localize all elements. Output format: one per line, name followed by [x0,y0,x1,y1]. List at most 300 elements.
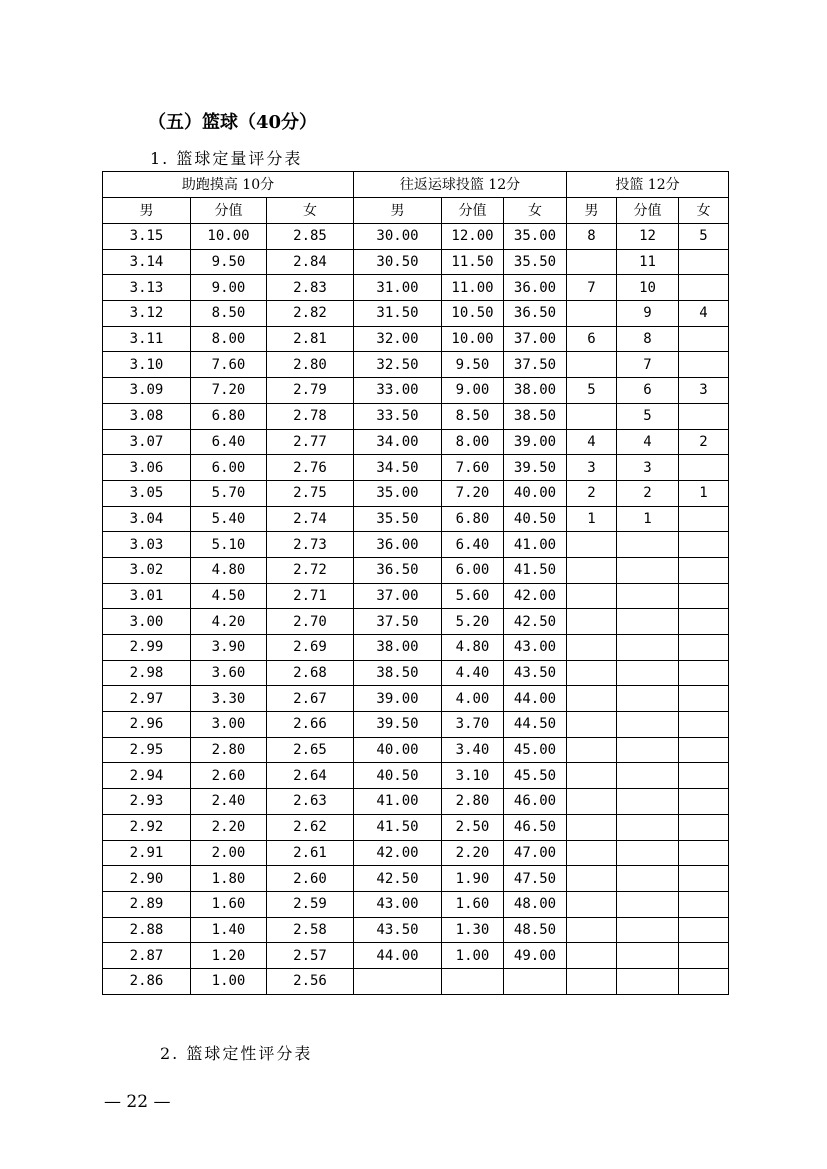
column-header: 女 [504,198,567,224]
table-cell [679,326,729,352]
table-cell: 9.00 [191,275,267,301]
table-cell [617,943,679,969]
table-cell [679,403,729,429]
table-cell: 2.88 [103,917,191,943]
table-row [103,429,729,455]
table-cell: 2.90 [103,866,191,892]
table-cell: 2.20 [442,840,504,866]
table-cell: 34.50 [354,455,442,481]
table-cell: 2.50 [442,814,504,840]
table-cell: 44.00 [504,686,567,712]
table-cell [567,789,617,815]
table-row [103,301,729,327]
table-cell: 6.40 [191,429,267,455]
table-cell: 2.87 [103,943,191,969]
table-cell: 2.91 [103,840,191,866]
table-cell: 3.14 [103,249,191,275]
table-cell: 2.99 [103,635,191,661]
table-cell: 3.08 [103,403,191,429]
column-header: 男 [354,198,442,224]
table-cell [504,968,567,994]
table-cell: 41.00 [504,532,567,558]
table-cell: 8.00 [191,326,267,352]
table-cell: 9.00 [442,378,504,404]
table-cell: 10 [617,275,679,301]
table-cell: 49.00 [504,943,567,969]
table-cell: 31.00 [354,275,442,301]
table-row [103,609,729,635]
table-cell: 3.10 [103,352,191,378]
table-cell: 2.83 [267,275,354,301]
table-cell: 2.73 [267,532,354,558]
table-cell [617,609,679,635]
table-cell: 30.00 [354,224,442,250]
table-row [103,737,729,763]
table-cell: 39.50 [504,455,567,481]
table-cell [617,866,679,892]
table-cell: 37.50 [504,352,567,378]
table-cell: 2.70 [267,609,354,635]
table-cell: 2.75 [267,480,354,506]
table-cell: 3.01 [103,583,191,609]
table-cell: 2.79 [267,378,354,404]
table-cell: 45.00 [504,737,567,763]
table-cell [679,763,729,789]
table-cell: 2.95 [103,737,191,763]
table-cell: 6.80 [442,506,504,532]
table-cell: 37.00 [504,326,567,352]
table-cell [617,891,679,917]
table-cell: 8.50 [191,301,267,327]
table-cell: 7 [567,275,617,301]
table-cell: 30.50 [354,249,442,275]
table-cell: 2.61 [267,840,354,866]
table-cell: 1 [679,480,729,506]
table-cell [567,635,617,661]
table-cell [617,737,679,763]
table-cell [567,840,617,866]
table-cell: 41.50 [504,557,567,583]
column-header: 女 [267,198,354,224]
column-header: 分值 [442,198,504,224]
table-cell: 36.50 [354,557,442,583]
table-cell: 2.85 [267,224,354,250]
table-cell [679,352,729,378]
table-cell: 7.20 [191,378,267,404]
table-cell: 2.89 [103,891,191,917]
table-cell: 5 [617,403,679,429]
table-cell: 3.00 [191,712,267,738]
table-cell: 3.05 [103,480,191,506]
table-row [103,917,729,943]
table-cell: 4 [679,301,729,327]
table-cell [567,583,617,609]
table-row [103,557,729,583]
table-cell: 2.93 [103,789,191,815]
table-cell: 3.02 [103,557,191,583]
table-cell: 41.50 [354,814,442,840]
column-header: 女 [679,198,729,224]
table-cell [679,249,729,275]
table-cell: 8.50 [442,403,504,429]
table-cell [567,249,617,275]
table-cell: 2.71 [267,583,354,609]
table-cell: 11 [617,249,679,275]
table-cell [617,660,679,686]
table-cell: 37.50 [354,609,442,635]
table-cell: 2.64 [267,763,354,789]
table-cell: 2 [567,480,617,506]
table-cell [617,583,679,609]
table-cell: 2.63 [267,789,354,815]
table-cell: 2.80 [442,789,504,815]
table-cell [617,635,679,661]
table-cell: 40.00 [504,480,567,506]
table-cell: 3.10 [442,763,504,789]
table-cell [354,968,442,994]
table-cell: 10.50 [442,301,504,327]
table-cell: 2.65 [267,737,354,763]
table-cell: 1.60 [191,891,267,917]
table-cell [679,737,729,763]
table-cell [679,840,729,866]
table-cell: 36.50 [504,301,567,327]
table-cell: 37.00 [354,583,442,609]
table-row [103,583,729,609]
table-cell: 3 [617,455,679,481]
table-cell: 43.50 [354,917,442,943]
table-cell: 32.00 [354,326,442,352]
table-cell [617,968,679,994]
table-cell [679,635,729,661]
table-cell: 44.00 [354,943,442,969]
table-cell [617,917,679,943]
group-header-row [103,172,729,198]
table-cell: 42.00 [504,583,567,609]
table-cell: 1.60 [442,891,504,917]
table-cell: 9 [617,301,679,327]
table-cell: 1.30 [442,917,504,943]
table-row [103,891,729,917]
table-cell: 33.50 [354,403,442,429]
table-cell: 9.50 [191,249,267,275]
table-row [103,532,729,558]
table-cell: 6 [617,378,679,404]
table-cell [679,712,729,738]
table-cell: 2.66 [267,712,354,738]
table-cell: 3.09 [103,378,191,404]
table-cell: 1 [617,506,679,532]
table-row [103,455,729,481]
table-cell: 8 [617,326,679,352]
column-header-row [103,198,729,224]
table-cell: 5.70 [191,480,267,506]
table-cell [617,532,679,558]
table-cell: 2 [617,480,679,506]
table-title-quantitative: 1. 篮球定量评分表 [150,149,303,168]
basketball-scoring-table [102,171,729,995]
table-cell: 7.60 [442,455,504,481]
table-cell: 2.92 [103,814,191,840]
table-cell [567,891,617,917]
page-number: — 22 — [104,1092,171,1112]
table-cell: 39.50 [354,712,442,738]
table-cell [679,506,729,532]
table-cell: 4 [567,429,617,455]
table-cell [567,917,617,943]
table-cell [567,557,617,583]
table-cell: 42.50 [504,609,567,635]
table-cell [679,455,729,481]
table-cell [679,814,729,840]
table-cell: 35.00 [354,480,442,506]
column-header: 男 [103,198,191,224]
table-cell: 1.20 [191,943,267,969]
table-cell: 3.40 [442,737,504,763]
table-cell: 2.80 [267,352,354,378]
table-cell: 2.77 [267,429,354,455]
table-cell [617,763,679,789]
table-cell: 1.90 [442,866,504,892]
table-cell: 4.00 [442,686,504,712]
table-cell [679,532,729,558]
table-cell: 1.00 [442,943,504,969]
table-row [103,635,729,661]
table-row [103,480,729,506]
table-cell [679,917,729,943]
table-cell [567,737,617,763]
table-row [103,866,729,892]
table-row [103,275,729,301]
table-cell: 31.50 [354,301,442,327]
table-cell: 3.04 [103,506,191,532]
table-cell: 12.00 [442,224,504,250]
table-cell: 35.00 [504,224,567,250]
table-cell [567,943,617,969]
table-cell: 7.20 [442,480,504,506]
table-cell: 10.00 [442,326,504,352]
table-cell [567,609,617,635]
table-cell [567,403,617,429]
table-cell: 3.00 [103,609,191,635]
table-cell: 2.80 [191,737,267,763]
table-cell [679,943,729,969]
table-cell [679,866,729,892]
table-cell: 42.50 [354,866,442,892]
table-cell: 3.07 [103,429,191,455]
table-cell: 6.00 [442,557,504,583]
table-cell: 43.00 [354,891,442,917]
table-cell: 3.60 [191,660,267,686]
table-cell: 6 [567,326,617,352]
table-cell: 2.40 [191,789,267,815]
table-cell [679,557,729,583]
table-cell: 2.69 [267,635,354,661]
table-cell: 42.00 [354,840,442,866]
table-cell: 3.06 [103,455,191,481]
table-cell [567,866,617,892]
table-cell: 45.50 [504,763,567,789]
table-cell: 3.30 [191,686,267,712]
table-row [103,660,729,686]
table-cell: 3.13 [103,275,191,301]
table-cell [617,712,679,738]
table-cell: 36.00 [354,532,442,558]
table-cell: 3.15 [103,224,191,250]
table-cell [617,814,679,840]
table-row [103,506,729,532]
table-cell: 4.20 [191,609,267,635]
column-header: 男 [567,198,617,224]
table-cell [567,686,617,712]
table-cell: 34.00 [354,429,442,455]
table-cell [679,275,729,301]
table-cell: 2.67 [267,686,354,712]
group-header-shooting: 投篮 12分 [567,172,729,198]
table-cell [567,712,617,738]
table-cell: 4.50 [191,583,267,609]
group-header-run-touch: 助跑摸高 10分 [103,172,354,198]
table-cell: 2.68 [267,660,354,686]
table-cell [679,583,729,609]
table-cell: 11.50 [442,249,504,275]
table-cell: 2.97 [103,686,191,712]
table-cell: 9.50 [442,352,504,378]
table-cell: 8.00 [442,429,504,455]
table-cell [567,968,617,994]
table-cell [679,686,729,712]
table-cell: 2.62 [267,814,354,840]
table-row [103,378,729,404]
table-cell: 4.40 [442,660,504,686]
table-cell: 46.00 [504,789,567,815]
table-cell: 7 [617,352,679,378]
table-cell: 2.74 [267,506,354,532]
table-cell [679,891,729,917]
table-cell: 2.58 [267,917,354,943]
table-cell: 38.50 [354,660,442,686]
table-cell [567,814,617,840]
table-cell: 46.50 [504,814,567,840]
table-cell: 5.20 [442,609,504,635]
table-cell: 3 [567,455,617,481]
table-cell: 43.00 [504,635,567,661]
table-cell [679,609,729,635]
table-cell: 2.96 [103,712,191,738]
table-cell: 32.50 [354,352,442,378]
table-row [103,326,729,352]
table-cell [617,686,679,712]
table-cell: 3.90 [191,635,267,661]
table-row [103,763,729,789]
table-cell: 4.80 [191,557,267,583]
table-cell: 1.80 [191,866,267,892]
table-cell: 2.60 [267,866,354,892]
table-cell: 47.50 [504,866,567,892]
table-cell: 2.98 [103,660,191,686]
table-cell: 8 [567,224,617,250]
table-row [103,943,729,969]
table-cell: 1 [567,506,617,532]
table-cell [679,968,729,994]
table-cell: 48.50 [504,917,567,943]
table-cell: 40.50 [504,506,567,532]
table-cell: 11.00 [442,275,504,301]
table-cell: 40.50 [354,763,442,789]
table-cell: 2.72 [267,557,354,583]
table-cell [567,301,617,327]
table-cell: 2.82 [267,301,354,327]
table-cell: 44.50 [504,712,567,738]
table-cell: 39.00 [504,429,567,455]
table-cell: 4 [617,429,679,455]
table-cell: 48.00 [504,891,567,917]
table-cell: 2.86 [103,968,191,994]
table-row [103,352,729,378]
column-header: 分值 [191,198,267,224]
table-cell: 5.10 [191,532,267,558]
table-cell: 43.50 [504,660,567,686]
table-row [103,224,729,250]
table-row [103,840,729,866]
table-cell [567,763,617,789]
table-cell: 39.00 [354,686,442,712]
table-cell: 5.60 [442,583,504,609]
table-cell: 2.00 [191,840,267,866]
table-cell: 40.00 [354,737,442,763]
table-cell: 3 [679,378,729,404]
column-header: 分值 [617,198,679,224]
table-cell: 1.00 [191,968,267,994]
table-cell: 3.70 [442,712,504,738]
table-cell: 35.50 [504,249,567,275]
table-cell: 47.00 [504,840,567,866]
table-cell [567,660,617,686]
table-cell: 3.03 [103,532,191,558]
table-cell: 10.00 [191,224,267,250]
table-cell: 2.84 [267,249,354,275]
table-title-qualitative: 2. 篮球定性评分表 [160,1044,313,1063]
table-row [103,968,729,994]
table-cell: 2 [679,429,729,455]
table-cell: 1.40 [191,917,267,943]
table-cell: 5 [679,224,729,250]
table-cell: 33.00 [354,378,442,404]
table-cell [442,968,504,994]
table-cell [567,352,617,378]
table-cell: 6.40 [442,532,504,558]
table-cell: 2.60 [191,763,267,789]
table-row [103,686,729,712]
table-cell [679,789,729,815]
table-cell: 41.00 [354,789,442,815]
table-cell: 4.80 [442,635,504,661]
table-cell: 36.00 [504,275,567,301]
table-cell: 5.40 [191,506,267,532]
table-row [103,814,729,840]
table-cell: 2.56 [267,968,354,994]
table-body [103,224,729,995]
group-header-dribble-shoot: 往返运球投篮 12分 [354,172,567,198]
table-row [103,789,729,815]
table-cell: 5 [567,378,617,404]
table-cell: 12 [617,224,679,250]
table-cell: 38.00 [504,378,567,404]
table-cell: 6.80 [191,403,267,429]
section-title: （五）篮球（40分） [148,112,318,133]
table-cell [679,660,729,686]
table-cell [617,789,679,815]
